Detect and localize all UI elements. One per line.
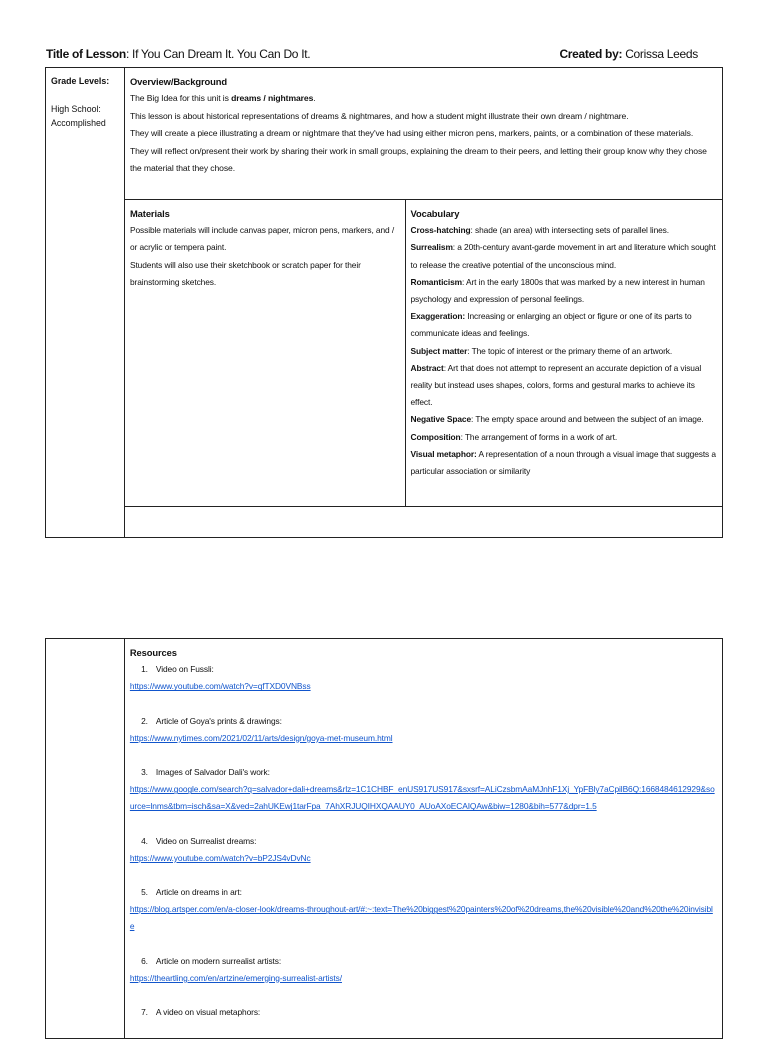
lesson-title [46,47,310,61]
resource-label: Video on Surrealist dreams: [155,835,257,846]
overview-cell [124,68,722,200]
grade-label: Grade Levels: [51,76,110,86]
vocab-definition: : a 20th-century avant-garde movement in art and literature which sought to release the creative potential of the unconscious mind. [410,242,716,270]
resource-number: 6. [141,955,148,966]
resources-heading: Resources [129,647,177,658]
vocab-item [411,343,718,360]
vocab-item [411,411,718,428]
resource-link[interactable]: https://www.nytimes.com/2021/02/11/arts/design/goya-met-museum.html [129,732,393,743]
vocab-definition: : Art that does not attempt to represent an accurate depiction of a visual reality but instead uses shapes, colors, forms and gestural marks to achieve its effect. [410,362,702,408]
overview-heading: Overview/Background [129,76,228,87]
grade-line-1: High School: [51,104,101,114]
empty-footer-cell [124,507,722,538]
vocab-definition: : The empty space around and between the subject of an image. [471,414,704,425]
overview-p3: They will create a piece illustrating a dream or nightmare that they've had using either micron pens, markers, paints, or a combination of these materials. [129,128,694,139]
resource-number: 5. [141,887,148,898]
vocab-term: Cross-hatching [410,225,471,236]
grade-cell [46,68,125,538]
vocab-definition: : The arrangement of forms in a work of art. [460,431,618,442]
vocab-term: Composition [410,431,461,442]
vocab-definition: : Art in the early 1800s that was marked by a new interest in human psychology and expression of personal feelings. [410,276,705,305]
resource-item [130,884,717,953]
resource-number: 4. [141,835,148,846]
vocabulary-cell [405,200,723,507]
resource-item [130,764,717,833]
resource-item [130,713,717,764]
vocabulary-heading: Vocabulary [410,208,460,219]
vocab-item [411,308,718,342]
resource-label: Article of Goya's prints & drawings: [155,715,282,726]
materials-p1: Possible materials will include canvas paper, micron pens, markers, and / or acrylic or tempera paint. [129,225,395,253]
resource-label: Images of Salvador Dali's work: [155,767,270,778]
resource-number: 7. [141,1007,148,1018]
resources-cell [124,639,722,1039]
vocab-term: Surrealism [410,242,453,253]
vocab-item [411,429,718,446]
vocab-definition: Increasing or enlarging an object or figure or one of its parts to communicate ideas and feelings. [410,311,692,339]
overview-p4: They will reflect on/present their work by sharing their work in small groups, explaining the dream to their peers, and letting their group know why they chose the material that they chose. [129,145,707,174]
lesson-title-label: Title of Lesson [46,47,126,61]
resource-link[interactable]: https://www.youtube.com/watch?v=bP2JS4vDvNc [129,852,311,863]
materials-cell [124,200,405,507]
vocab-item [411,446,718,480]
creator-value: Corissa Leeds [622,47,698,61]
lesson-table [45,67,723,538]
vocab-term: Romanticism [410,276,462,287]
vocab-term: Exaggeration: [410,311,466,322]
lesson-creator [559,47,698,61]
resources-side-cell [46,639,125,1039]
resource-label: Article on dreams in art: [155,887,242,898]
vocab-item [411,239,718,273]
vocab-item [411,222,718,239]
lesson-title-value: : If You Can Dream It. You Can Do It. [125,47,311,61]
vocab-definition: : shade (an area) with intersecting sets of parallel lines. [470,225,669,236]
vocab-item [411,360,718,412]
resource-link[interactable]: https://theartling.com/en/artzine/emerging-surrealist-artists/ [129,972,342,983]
resource-number: 2. [141,715,148,726]
resource-item [130,661,717,712]
resource-link[interactable]: https://www.youtube.com/watch?v=qfTXD0VNBss [129,681,311,692]
resource-item [130,833,717,884]
grade-line-2: Accomplished [51,118,106,128]
vocab-item [411,274,718,308]
materials-p2: Students will also use their sketchbook or scratch paper for their brainstorming sketches. [129,259,361,287]
resource-number: 1. [141,664,148,675]
overview-p2: This lesson is about historical representations of dreams & nightmares, and how a student might illustrate their own dream / nightmare. [129,110,629,121]
creator-label: Created by: [559,47,623,61]
resource-label: Video on Fussli: [155,664,214,675]
overview-p1: The Big Idea for this unit is dreams / nightmares. [129,93,316,104]
resource-label: Article on modern surrealist artists: [155,955,282,966]
resource-link[interactable]: https://blog.artsper.com/en/a-closer-look/dreams-throughout-art/#:~:text=The%20biggest%20painters%20of%20dreams,the%20visible%20and%20the%20invisible [129,904,713,932]
vocab-definition: A representation of a noun through a visual image that suggests a particular association or similarity [410,448,716,477]
resource-number: 3. [141,767,148,778]
resource-item [130,953,717,1004]
resource-label: A video on visual metaphors: [155,1007,261,1018]
vocab-term: Visual metaphor: [410,448,477,459]
vocab-definition: : The topic of interest or the primary theme of an artwork. [467,345,673,356]
resource-link[interactable]: https://www.google.com/search?q=salvador+dali+dreams&rlz=1C1CHBF_enUS917US917&sxsrf=ALiCzsbmAaMJnhF1Xj_YpFBly7aCpilB6Q:1668484612929&source=lnms&tbm=isch&sa=X&ved=2ahUKEwj1tarFpa_7AhXRJUQIHXQAAUY0_AUoAXoECAIQAw&biw=1280&bih=577&dpr=1.5 [129,784,715,812]
vocab-term: Subject matter [410,345,468,356]
vocab-term: Abstract [410,362,444,373]
page-header [46,47,698,65]
materials-heading: Materials [129,208,170,219]
resource-item [130,1004,717,1021]
vocab-term: Negative Space [410,414,472,425]
resources-table [45,638,723,1039]
